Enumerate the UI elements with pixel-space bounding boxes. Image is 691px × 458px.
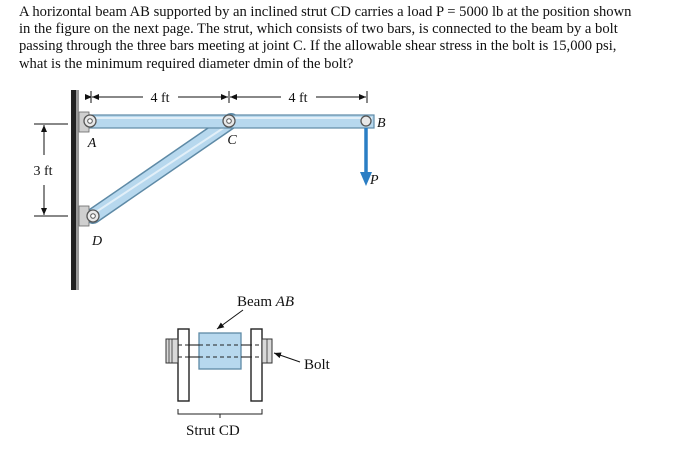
detail-strut-label: Strut CD bbox=[186, 423, 240, 439]
strut-bar-left bbox=[178, 329, 189, 401]
problem-line-1: A horizontal beam AB supported by an inclined strut CD carries a load P = 5000 lb at the position shown bbox=[19, 4, 632, 20]
label-c: C bbox=[227, 133, 237, 148]
label-d: D bbox=[91, 234, 103, 249]
problem-line-3: passing through the three bars meeting at joint C. If the allowable shear stress in the bolt is 15,000 psi, bbox=[19, 38, 617, 55]
wall bbox=[71, 90, 76, 290]
strut-cd bbox=[93, 121, 231, 216]
label-a: A bbox=[87, 136, 97, 151]
pin-b bbox=[361, 116, 371, 126]
beam-section bbox=[199, 333, 241, 369]
joint-detail bbox=[166, 310, 300, 418]
label-p: P bbox=[370, 173, 379, 188]
problem-line-4: what is the minimum required diameter dmin of the bolt? bbox=[19, 55, 354, 72]
dimension-horizontal bbox=[91, 91, 367, 103]
dim-label-vertical: 3 ft bbox=[33, 164, 53, 179]
strut-bar-right bbox=[251, 329, 262, 401]
detail-bolt-label: Bolt bbox=[304, 357, 330, 373]
problem-line-2: in the figure on the next page. The strut, which consists of two bars, is connected to the beam by a bolt bbox=[19, 21, 618, 38]
label-b: B bbox=[377, 116, 386, 131]
dim-label-left: 4 ft bbox=[150, 91, 170, 106]
wall-face bbox=[76, 90, 79, 290]
detail-beam-label: Beam AB bbox=[237, 294, 295, 310]
dim-label-right: 4 ft bbox=[288, 91, 308, 106]
